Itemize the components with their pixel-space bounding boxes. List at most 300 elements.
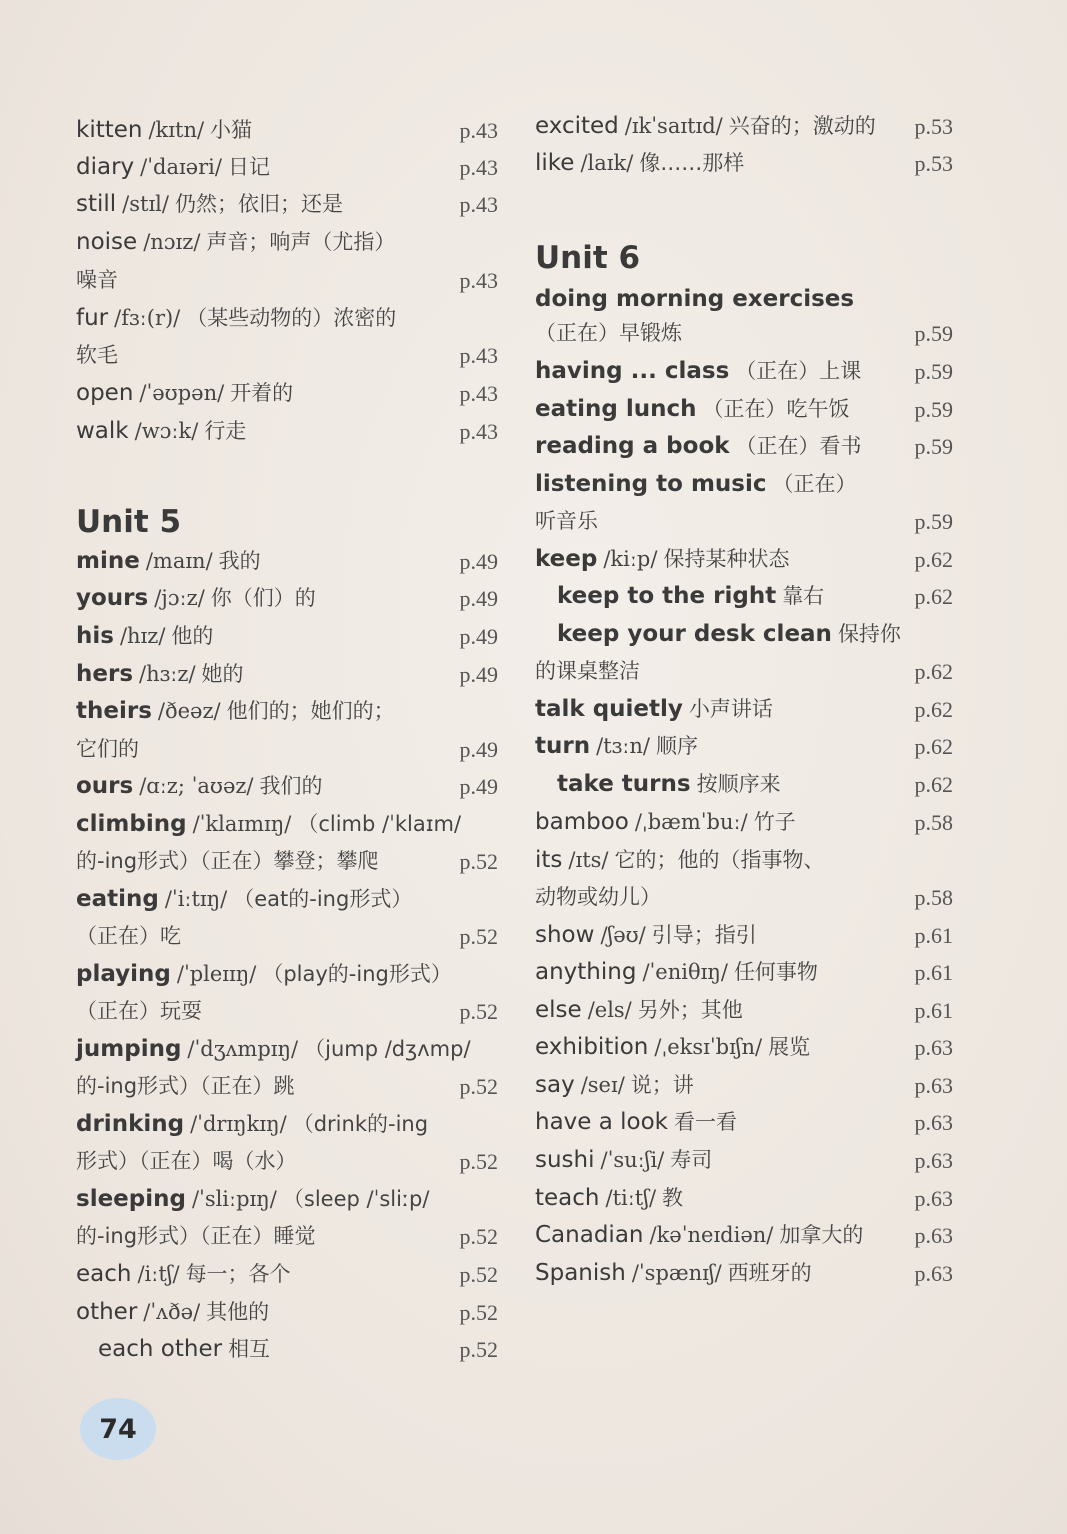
page-reference: p.43 (459, 268, 498, 293)
page-reference: p.52 (459, 1337, 498, 1362)
vocab-word: walk (76, 418, 129, 444)
vocab-word: anything (535, 959, 637, 985)
chinese-meaning: 靠右 (782, 584, 825, 608)
vocab-entry (535, 543, 789, 573)
vocab-entry (76, 995, 202, 1025)
vocab-line (76, 296, 498, 332)
page-reference: p.52 (459, 849, 498, 874)
chinese-meaning: 竹子 (753, 810, 796, 834)
phonetic: /fɜː(r)/ (114, 306, 181, 330)
chinese-meaning: 声音；响声（尤指） (206, 230, 396, 254)
vocab-entry (76, 958, 452, 988)
chinese-meaning: 仍然；依旧；还是 (174, 192, 343, 216)
page-reference: p.58 (914, 810, 953, 835)
vocab-word: other (76, 1299, 138, 1325)
vocab-entry (76, 620, 213, 650)
page-reference: p.49 (459, 549, 498, 574)
vocab-entry (76, 808, 461, 838)
vocab-entry (76, 545, 261, 575)
vocab-word: excited (535, 113, 619, 139)
vocab-entry (535, 1106, 737, 1136)
phonetic: /ˈdaɪəri/ (140, 155, 222, 179)
phonetic: /stɪl/ (122, 192, 169, 216)
vocab-line (76, 220, 498, 256)
phonetic: /hɜːz/ (139, 662, 196, 686)
page-reference: p.61 (914, 998, 953, 1023)
vocab-word: listening to music (535, 471, 767, 497)
vocab-line (76, 539, 498, 575)
chinese-meaning: （play的-ing形式） (262, 962, 452, 986)
chinese-meaning: （climb /ˈklaɪm/ (297, 812, 462, 836)
chinese-meaning: 软毛 (76, 343, 118, 367)
chinese-meaning: 我们的 (259, 774, 323, 798)
vocab-entry (535, 110, 876, 140)
vocab-word: theirs (76, 698, 152, 724)
chinese-meaning: 保持你 (837, 622, 901, 646)
page-reference: p.62 (914, 697, 953, 722)
vocab-line (76, 1027, 498, 1063)
page-reference: p.49 (459, 737, 498, 762)
vocab-line (76, 258, 498, 294)
page-reference: p.63 (914, 1073, 953, 1098)
vocab-entry (76, 770, 323, 800)
phonetic: /kɪtn/ (148, 118, 205, 142)
vocab-line (535, 104, 953, 140)
vocab-entry (535, 1219, 863, 1249)
page-reference: p.43 (459, 118, 498, 143)
chinese-meaning: 像……那样 (639, 151, 745, 175)
vocab-word: bamboo (535, 809, 629, 835)
vocab-line (535, 141, 953, 177)
vocab-line (535, 276, 953, 312)
chinese-meaning: 形式）（正在）喝（水） (76, 1149, 297, 1173)
vocab-entry (535, 1144, 712, 1174)
vocab-entry (535, 730, 698, 760)
chinese-meaning: 展览 (768, 1035, 811, 1059)
phonetic: /maɪn/ (145, 549, 213, 573)
phonetic: /ˈəʊpən/ (139, 381, 225, 405)
chinese-meaning: 西班牙的 (727, 1261, 812, 1285)
vocab-line (76, 409, 498, 445)
vocab-entry (535, 768, 781, 798)
chinese-meaning: 我的 (218, 549, 261, 573)
vocab-word: each other (98, 1336, 223, 1362)
vocab-line (535, 1176, 953, 1212)
page-reference: p.52 (459, 1300, 498, 1325)
vocab-entry (76, 1258, 291, 1288)
phonetic: /wɔːk/ (134, 419, 199, 443)
page-reference: p.52 (459, 999, 498, 1024)
vocab-line (535, 724, 953, 760)
vocab-word: its (535, 847, 563, 873)
vocab-line (76, 1252, 498, 1288)
vocab-word: turn (535, 733, 591, 759)
vocab-entry (535, 1069, 694, 1099)
vocab-word: open (76, 380, 134, 406)
vocab-line (76, 839, 498, 875)
chinese-meaning: （jump /dʒʌmp/ (304, 1037, 471, 1061)
chinese-meaning: 加拿大的 (779, 1223, 864, 1247)
vocab-word: kitten (76, 117, 143, 143)
vocab-entry (535, 994, 743, 1024)
vocab-word: talk quietly (535, 696, 683, 722)
vocab-word: doing morning exercises (535, 286, 855, 312)
vocab-entry (535, 468, 857, 498)
page-reference: p.43 (459, 155, 498, 180)
vocab-line (535, 1100, 953, 1136)
vocab-line (535, 687, 953, 723)
chinese-meaning: 说；讲 (630, 1073, 694, 1097)
vocab-line (76, 371, 498, 407)
vocab-word: say (535, 1072, 575, 1098)
page-reference: p.63 (914, 1261, 953, 1286)
chinese-meaning: 行走 (204, 419, 247, 443)
phonetic: /ˌeksɪˈbɪʃn/ (654, 1035, 763, 1059)
vocab-line (76, 614, 498, 650)
vocab-entry (535, 881, 661, 911)
vocab-entry (535, 393, 849, 423)
vocab-entry (76, 1296, 269, 1326)
phonetic: /ɪkˈsaɪtɪd/ (624, 114, 723, 138)
vocab-entry (535, 147, 744, 177)
vocab-word: diary (76, 154, 135, 180)
vocab-line (76, 1214, 498, 1250)
page-reference: p.59 (914, 321, 953, 346)
phonetic: /kiːp/ (603, 547, 658, 571)
phonetic: /tiːtʃ/ (605, 1186, 657, 1210)
phonetic: /ˈklaɪmɪŋ/ (192, 812, 292, 836)
chinese-meaning: 他的 (171, 624, 214, 648)
chinese-meaning: 兴奋的；激动的 (728, 114, 876, 138)
chinese-meaning: （正在） (772, 472, 857, 496)
page-reference: p.43 (459, 419, 498, 444)
chinese-meaning: （正在）上课 (735, 359, 862, 383)
chinese-meaning: 任何事物 (733, 960, 818, 984)
phonetic: /ˌbæmˈbuː/ (634, 810, 748, 834)
vocab-line (76, 145, 498, 181)
vocab-line (535, 499, 953, 535)
vocab-line (76, 877, 498, 913)
page-reference: p.49 (459, 662, 498, 687)
phonetic: /ðeəz/ (157, 699, 221, 723)
vocab-entry (76, 1108, 428, 1138)
page-reference: p.61 (914, 960, 953, 985)
phonetic: /kəˈneɪdiən/ (649, 1223, 774, 1247)
chinese-meaning: 动物或幼儿） (535, 885, 661, 909)
vocab-line (76, 576, 498, 612)
vocab-entry (535, 286, 854, 312)
chinese-meaning: 小声讲话 (688, 697, 773, 721)
vocab-entry (535, 806, 796, 836)
vocab-word: reading a book (535, 433, 730, 459)
vocab-entry (76, 1220, 316, 1250)
vocab-word: still (76, 191, 117, 217)
chinese-meaning: 教 (662, 1186, 684, 1210)
vocab-word: show (535, 922, 595, 948)
vocab-entry (535, 317, 682, 347)
chinese-meaning: （某些动物的）浓密的 (186, 306, 397, 330)
vocab-line (535, 424, 953, 460)
chinese-meaning: 开着的 (230, 381, 294, 405)
page-reference: p.52 (459, 1149, 498, 1174)
vocab-entry (535, 618, 901, 648)
page-reference: p.62 (914, 659, 953, 684)
phonetic: /nɔɪz/ (143, 230, 201, 254)
vocab-line (76, 952, 498, 988)
page-reference: p.62 (914, 584, 953, 609)
page-reference: p.52 (459, 924, 498, 949)
phonetic: /ˈeniθɪŋ/ (642, 960, 728, 984)
vocab-word: eating lunch (535, 396, 697, 422)
vocab-entry (76, 226, 395, 256)
phonetic: /ˈspænɪʃ/ (631, 1261, 722, 1285)
vocab-entry (535, 1257, 812, 1287)
vocab-word: Spanish (535, 1260, 626, 1286)
vocab-entry (535, 580, 824, 610)
vocab-line (76, 802, 498, 838)
vocab-line (535, 950, 953, 986)
vocab-entry (76, 658, 244, 688)
phonetic: /jɔːz/ (154, 586, 205, 610)
vocab-word: mine (76, 548, 140, 574)
vocab-line (76, 764, 498, 800)
unit-5-heading: Unit 5 (76, 504, 182, 540)
page-reference: p.59 (914, 397, 953, 422)
phonetic: /els/ (587, 998, 632, 1022)
vocab-entry (535, 505, 598, 535)
phonetic: /ʃəʊ/ (600, 923, 646, 947)
vocab-line (535, 875, 953, 911)
vocab-line (76, 914, 498, 950)
vocab-line (76, 652, 498, 688)
vocab-entry (76, 1183, 429, 1213)
vocab-entry (76, 1033, 471, 1063)
chinese-meaning: （eat的-ing形式） (233, 887, 413, 911)
vocab-word: jumping (76, 1036, 182, 1062)
page-reference: p.52 (459, 1262, 498, 1287)
chinese-meaning: 每一；各个 (185, 1262, 291, 1286)
page-reference: p.53 (914, 151, 953, 176)
vocab-word: playing (76, 961, 171, 987)
vocab-word: ours (76, 773, 134, 799)
vocab-word: eating (76, 886, 159, 912)
chinese-meaning: 引导；指引 (651, 923, 757, 947)
page-number: 74 (99, 1413, 137, 1445)
chinese-meaning: 她的 (201, 662, 244, 686)
vocab-entry (535, 1182, 683, 1212)
vocab-entry (76, 920, 181, 950)
vocab-line (76, 989, 498, 1025)
vocab-line (535, 1025, 953, 1061)
vocab-entry (76, 188, 343, 218)
page-reference: p.62 (914, 547, 953, 572)
vocab-entry (535, 956, 818, 986)
page-reference: p.59 (914, 509, 953, 534)
vocab-line (535, 349, 953, 385)
phonetic: /ˈʌðə/ (143, 1300, 201, 1324)
chinese-meaning: 顺序 (655, 734, 698, 758)
chinese-meaning: 他们的；她们的； (226, 699, 395, 723)
chinese-meaning: （正在）吃午饭 (702, 397, 850, 421)
page-reference: p.63 (914, 1110, 953, 1135)
page-reference: p.59 (914, 434, 953, 459)
vocab-line (76, 1139, 498, 1175)
vocab-entry (76, 302, 396, 332)
vocab-line (535, 988, 953, 1024)
vocab-line (76, 1327, 498, 1363)
vocab-entry (76, 264, 118, 294)
page-reference: p.52 (459, 1074, 498, 1099)
chinese-meaning: 噪音 (76, 268, 118, 292)
page-reference: p.43 (459, 381, 498, 406)
chinese-meaning: （drink的-ing (292, 1112, 429, 1136)
vocab-word: drinking (76, 1111, 185, 1137)
page-reference: p.59 (914, 359, 953, 384)
chinese-meaning: 日记 (227, 155, 270, 179)
vocab-word: exhibition (535, 1034, 649, 1060)
vocab-line (76, 182, 498, 218)
chinese-meaning: 按顺序来 (696, 772, 781, 796)
chinese-meaning: 它们的 (76, 737, 139, 761)
vocab-entry (535, 430, 862, 460)
vocab-entry (76, 377, 293, 407)
vocab-entry (535, 655, 640, 685)
chinese-meaning: 另外；其他 (637, 998, 743, 1022)
vocab-entry (535, 919, 757, 949)
vocab-word: sleeping (76, 1186, 186, 1212)
vocab-line (76, 1177, 498, 1213)
page-reference: p.58 (914, 885, 953, 910)
page-reference: p.43 (459, 192, 498, 217)
vocab-word: like (535, 150, 575, 176)
page-reference: p.63 (914, 1035, 953, 1060)
phonetic: /ˈdʒʌmpɪŋ/ (187, 1037, 299, 1061)
page-reference: p.49 (459, 586, 498, 611)
phonetic: /laɪk/ (580, 151, 634, 175)
vocab-word: sushi (535, 1147, 595, 1173)
page-reference: p.63 (914, 1148, 953, 1173)
phonetic: /ˈiːtɪŋ/ (164, 887, 228, 911)
page-reference: p.49 (459, 774, 498, 799)
vocab-word: having ... class (535, 358, 730, 384)
chinese-meaning: （正在）玩耍 (76, 999, 202, 1023)
chinese-meaning: （正在）早锻炼 (535, 321, 682, 345)
vocab-line (535, 649, 953, 685)
phonetic: /ˈsliːpɪŋ/ (191, 1187, 277, 1211)
vocab-line (76, 1290, 498, 1326)
vocab-line (535, 537, 953, 573)
page-reference: p.49 (459, 624, 498, 649)
chinese-meaning: 其他的 (206, 1300, 270, 1324)
page-reference: p.43 (459, 343, 498, 368)
chinese-meaning: 相互 (228, 1337, 271, 1361)
vocab-line (535, 1063, 953, 1099)
vocab-line (535, 574, 953, 610)
page-reference: p.63 (914, 1223, 953, 1248)
vocab-line (535, 387, 953, 423)
vocab-word: noise (76, 229, 138, 255)
chinese-meaning: 的课桌整洁 (535, 659, 640, 683)
vocab-word: have a look (535, 1109, 669, 1135)
vocab-entry (76, 1333, 270, 1363)
vocab-line (76, 108, 498, 144)
vocab-line (535, 800, 953, 836)
vocab-entry (76, 114, 252, 144)
vocab-entry (76, 1145, 297, 1175)
chinese-meaning: （正在）看书 (735, 434, 862, 458)
vocab-word: each (76, 1261, 132, 1287)
chinese-meaning: （sleep /ˈsliːp/ (282, 1187, 430, 1211)
phonetic: /hɪz/ (119, 624, 166, 648)
chinese-meaning: 你（们）的 (210, 586, 316, 610)
vocab-line (76, 1064, 498, 1100)
unit-6-heading: Unit 6 (535, 240, 641, 276)
vocab-word: keep your desk clean (557, 621, 832, 647)
vocab-entry (76, 339, 118, 369)
vocab-line (535, 762, 953, 798)
vocab-word: climbing (76, 811, 187, 837)
page-reference: p.53 (914, 114, 953, 139)
vocab-entry (76, 695, 395, 725)
vocab-line (535, 311, 953, 347)
vocab-entry (76, 883, 412, 913)
chinese-meaning: 寿司 (670, 1148, 713, 1172)
vocab-word: hers (76, 661, 134, 687)
vocab-word: else (535, 997, 582, 1023)
vocab-entry (76, 415, 246, 445)
vocab-entry (76, 582, 316, 612)
chinese-meaning: 的-ing形式）（正在）跳 (76, 1074, 295, 1098)
vocab-line (535, 1138, 953, 1174)
vocab-entry (76, 845, 379, 875)
chinese-meaning: （正在）吃 (76, 924, 181, 948)
vocab-line (535, 1213, 953, 1249)
vocab-word: yours (76, 585, 149, 611)
vocab-entry (76, 733, 139, 763)
page-reference: p.61 (914, 923, 953, 948)
vocab-word: take turns (557, 771, 691, 797)
vocab-entry (535, 844, 825, 874)
page-reference: p.63 (914, 1186, 953, 1211)
vocab-entry (535, 355, 861, 385)
phonetic: /tɜːn/ (596, 734, 650, 758)
vocab-word: Canadian (535, 1222, 644, 1248)
vocab-word: fur (76, 305, 109, 331)
vocab-line (76, 333, 498, 369)
vocab-word: keep (535, 546, 598, 572)
phonetic: /ˈpleɪɪŋ/ (176, 962, 257, 986)
vocab-entry (535, 693, 773, 723)
page-reference: p.52 (459, 1224, 498, 1249)
vocab-word: keep to the right (557, 583, 777, 609)
chinese-meaning: 保持某种状态 (663, 547, 790, 571)
page-reference: p.62 (914, 772, 953, 797)
vocab-line (76, 1102, 498, 1138)
vocab-entry (76, 151, 270, 181)
chinese-meaning: 小猫 (210, 118, 253, 142)
vocab-line (535, 612, 953, 648)
chinese-meaning: 听音乐 (535, 509, 598, 533)
vocab-line (535, 838, 953, 874)
phonetic: /iːtʃ/ (137, 1262, 180, 1286)
page-number-badge (80, 1398, 156, 1460)
vocab-word: teach (535, 1185, 600, 1211)
phonetic: /ˈsuːʃi/ (600, 1148, 665, 1172)
chinese-meaning: 的-ing形式）（正在）睡觉 (76, 1224, 316, 1248)
vocab-word: his (76, 623, 114, 649)
phonetic: /ˈdrɪŋkɪŋ/ (190, 1112, 287, 1136)
page-reference: p.62 (914, 734, 953, 759)
